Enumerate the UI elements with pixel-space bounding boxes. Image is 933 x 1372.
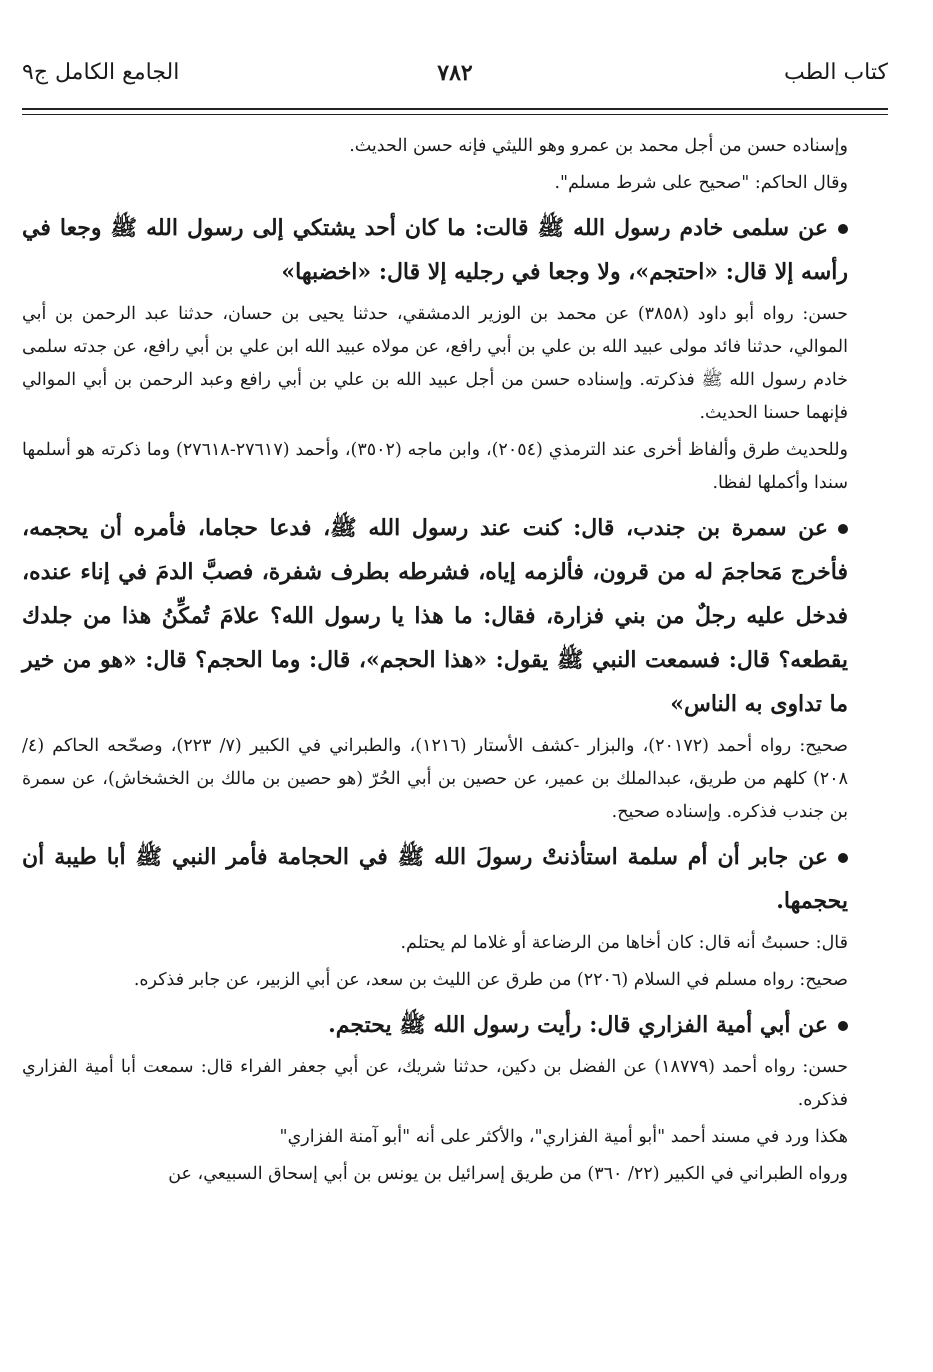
- header-volume-title: الجامع الكامل ج٩: [22, 60, 180, 85]
- commentary-paragraph: قال: حسبتُ أنه قال: كان أخاها من الرضاعة أو غلاما لم يحتلم.: [400, 933, 848, 953]
- header-rule-thin: [22, 114, 888, 115]
- commentary-paragraph: وقال الحاكم: "صحيح على شرط مسلم".: [554, 173, 848, 193]
- commentary-paragraph: ورواه الطبراني في الكبير (٢٢/ ٣٦٠) من طريق إسرائيل بن يونس بن أبي إسحاق السبيعي، عن: [168, 1164, 848, 1184]
- hadith-text: عن سمرة بن جندب، قال: كنت عند رسول الله ﷺ، فدعا حجاما، فأمره أن يحجمه، فأخرج مَحاجمَ له من قرون، فألزمه إياه، فشرطه بطرف شفرة، فصبَّ الدمَ في إناء عنده، فدخل عليه رجلٌ من بني فزارة، فقال: ما هذا يا رسول الله؟ علامَ تُمكِّنُ هذا من جلدك يقطعه؟ قال: فسمعت النبي ﷺ يقول: «هذا الحجم»، قال: وما الحجم؟ قال: «هو من خير ما تداوى به الناس»: [22, 515, 848, 717]
- hadith-paragraph: [22, 1003, 888, 1047]
- commentary-paragraph: حسن: رواه أحمد (١٨٧٧٩) عن الفضل بن دكين، حدثنا شريك، عن أبي جعفر الفراء قال: سمعت أبا أمية الفزاري فذكره.: [22, 1057, 849, 1110]
- commentary-paragraph: هكذا ورد في مسند أحمد "أبو أمية الفزاري"، والأكثر على أنه "أبو آمنة الفزاري": [279, 1127, 848, 1147]
- commentary-paragraph: صحيح: رواه مسلم في السلام (٢٢٠٦) من طرق عن الليث بن سعد، عن أبي الزبير، عن جابر فذكره.: [133, 970, 848, 990]
- bullet-icon: [838, 524, 848, 534]
- hadith-paragraph: [22, 506, 888, 726]
- hadith-text: عن جابر أن أم سلمة استأذنتْ رسولَ الله ﷺ في الحجامة فأمر النبي ﷺ أبا طيبة أن يحجمها.: [22, 844, 848, 914]
- bullet-icon: [838, 853, 848, 863]
- bullet-icon: [838, 1021, 848, 1031]
- hadith-text: عن سلمى خادم رسول الله ﷺ قالت: ما كان أحد يشتكي إلى رسول الله ﷺ وجعا في رأسه إلا قال: «احتجم»، ولا وجعا في رجليه إلا قال: «اخضبها»: [22, 215, 848, 285]
- header-page-number: ٧٨٢: [437, 60, 473, 86]
- page-body: [22, 130, 888, 1195]
- commentary-paragraph: وللحديث طرق وألفاظ أخرى عند الترمذي (٢٠٥٤)، وابن ماجه (٣٥٠٢)، وأحمد (٢٧٦١٧-٢٧٦١٨) وما ذكرته هو أسلمها سندا وأكملها لفظا.: [22, 440, 849, 493]
- running-header: [22, 60, 888, 100]
- hadith-text: عن أبي أمية الفزاري قال: رأيت رسول الله ﷺ يحتجم.: [328, 1012, 828, 1038]
- commentary-paragraph: حسن: رواه أبو داود (٣٨٥٨) عن محمد بن الوزير الدمشقي، حدثنا يحيى بن حسان، حدثنا عبد الرحمن بن أبي الموالي، حدثنا فائد مولى عبيد الله بن علي بن أبي رافع، عن مولاه عبيد الله ابن علي بن أبي رافع، عن جدته سلمى خادم رسول الله ﷺ فذكرته. وإسناده حسن من أجل عبيد الله بن علي بن أبي رافع وعبد الرحمن بن أبي الموالي فإنهما حسنا الحديث.: [22, 304, 848, 423]
- hadith-paragraph: [22, 206, 888, 294]
- hadith-paragraph: [22, 835, 888, 923]
- header-section-title: كتاب الطب: [784, 60, 888, 85]
- header-rule-thick: [22, 108, 888, 110]
- bullet-icon: [838, 224, 848, 234]
- commentary-paragraph: صحيح: رواه أحمد (٢٠١٧٢)، والبزار -كشف الأستار (١٢١٦)، والطبراني في الكبير (٧/ ٢٢٣)، وصحّحه الحاكم (٤/ ٢٠٨) كلهم من طريق، عبدالملك بن عمير، عن حصين بن أبي الحُرّ (هو حصين بن مالك بن الخشخاش)، عن سمرة بن جندب فذكره. وإسناده صحيح.: [22, 736, 849, 822]
- commentary-paragraph: وإسناده حسن من أجل محمد بن عمرو وهو الليثي فإنه حسن الحديث.: [349, 136, 848, 156]
